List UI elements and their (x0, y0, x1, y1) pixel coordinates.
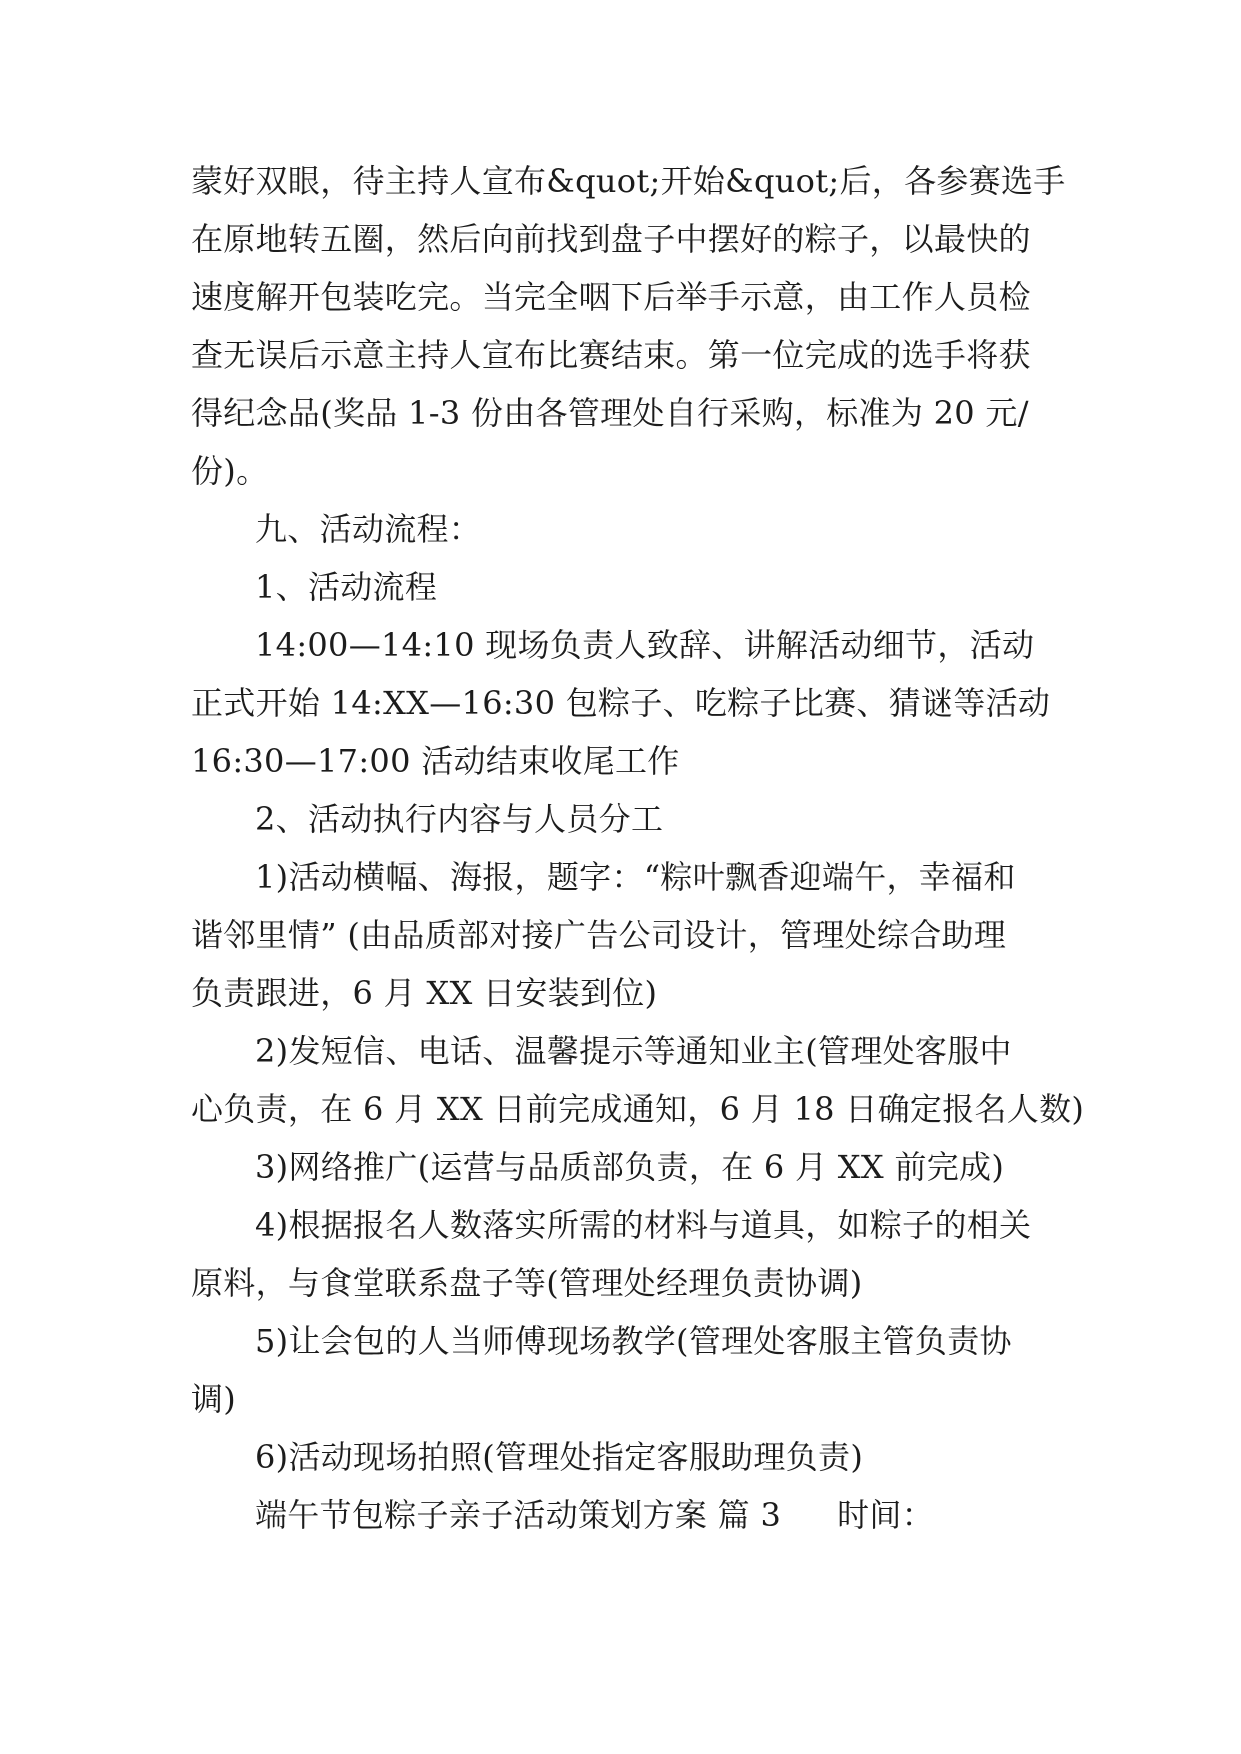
list-item-continuation: 原料，与食堂联系盘子等(管理处经理负责协调) (191, 1264, 863, 1302)
body-line: 得纪念品(奖品 1-3 份由各管理处自行采购，标准为 20 元/ (191, 394, 1029, 432)
body-line: 份)。 (191, 452, 269, 490)
list-item: 3)网络推广(运营与品质部负责，在 6 月 XX 前完成) (255, 1148, 1005, 1186)
schedule-line: 16:30—17:00 活动结束收尾工作 (191, 742, 680, 780)
list-item-continuation: 心负责，在 6 月 XX 日前完成通知，6 月 18 日确定报名人数) (191, 1090, 1085, 1128)
body-line: 查无误后示意主持人宣布比赛结束。第一位完成的选手将获 (191, 336, 1031, 374)
list-item: 6)活动现场拍照(管理处指定客服助理负责) (255, 1438, 864, 1476)
next-section-title: 端午节包粽子亲子活动策划方案 篇 3 (255, 1496, 782, 1534)
section-heading: 九、活动流程： (255, 510, 482, 548)
list-item: 1)活动横幅、海报，题字：“粽叶飘香迎端午，幸福和 (255, 858, 1016, 896)
list-item: 5)让会包的人当师傅现场教学(管理处客服主管负责协 (255, 1322, 1012, 1360)
subsection-heading: 1、活动流程 (255, 568, 438, 606)
time-label: 时间： (837, 1496, 935, 1534)
subsection-heading: 2、活动执行内容与人员分工 (255, 800, 664, 838)
list-item-continuation: 调) (191, 1380, 237, 1418)
document-body (191, 152, 1085, 1544)
list-item: 2)发短信、电话、温馨提示等通知业主(管理处客服中 (255, 1032, 1012, 1070)
list-item: 4)根据报名人数落实所需的材料与道具，如粽子的相关 (255, 1206, 1032, 1244)
schedule-line: 正式开始 14:XX—16:30 包粽子、吃粽子比赛、猜谜等活动 (191, 684, 1051, 722)
list-item-continuation: 谐邻里情” (由品质部对接广告公司设计，管理处综合助理 (191, 916, 1007, 954)
body-line: 蒙好双眼，待主持人宣布&quot;开始&quot;后，各参赛选手 (191, 162, 1066, 200)
schedule-line: 14:00—14:10 现场负责人致辞、讲解活动细节，活动 (255, 626, 1035, 664)
list-item-continuation: 负责跟进，6 月 XX 日安装到位) (191, 974, 658, 1012)
next-section-line (191, 1486, 1071, 1544)
body-line: 在原地转五圈，然后向前找到盘子中摆好的粽子，以最快的 (191, 220, 1031, 258)
body-line: 速度解开包装吃完。当完全咽下后举手示意，由工作人员检 (191, 278, 1031, 316)
